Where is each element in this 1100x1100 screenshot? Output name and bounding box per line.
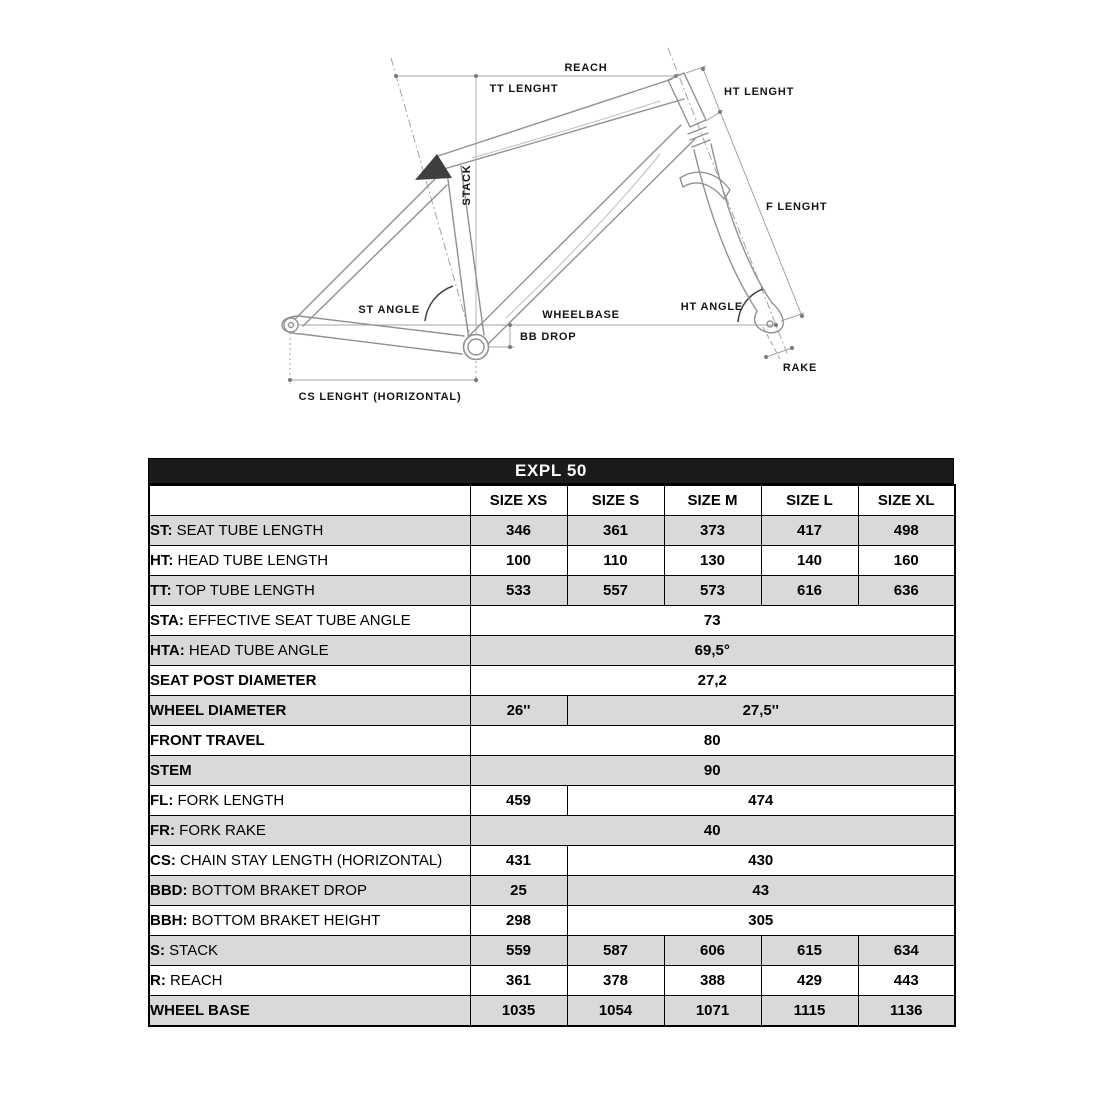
table-row-chain-stay-length	[149, 846, 955, 876]
value-cell: 298	[470, 906, 567, 936]
row-label: WHEEL DIAMETER	[149, 696, 470, 726]
col-header-size-xl: SIZE XL	[858, 485, 955, 516]
value-cell: 1071	[664, 996, 761, 1027]
col-header-size-l: SIZE L	[761, 485, 858, 516]
row-label: FL: FORK LENGTH	[149, 786, 470, 816]
size-header-row	[149, 485, 955, 516]
table-row-seat-tube-length	[149, 516, 955, 546]
value-cell: 606	[664, 936, 761, 966]
value-cell: 160	[858, 546, 955, 576]
value-cell: 533	[470, 576, 567, 606]
label-tt-length: TT LENGHT	[489, 83, 559, 95]
geometry-table	[148, 484, 956, 1027]
value-cell: 305	[567, 906, 955, 936]
table-title-bar	[148, 458, 954, 484]
value-cell: 636	[858, 576, 955, 606]
value-cell: 27,5''	[567, 696, 955, 726]
value-cell: 100	[470, 546, 567, 576]
value-cell: 573	[664, 576, 761, 606]
table-row-wheel-base	[149, 996, 955, 1027]
value-cell: 80	[470, 726, 955, 756]
label-reach: REACH	[564, 62, 608, 74]
value-cell: 1054	[567, 996, 664, 1027]
value-cell: 43	[567, 876, 955, 906]
value-cell: 130	[664, 546, 761, 576]
col-header-size-s: SIZE S	[567, 485, 664, 516]
table-row-effective-seat-tube-angle	[149, 606, 955, 636]
row-label: BBH: BOTTOM BRAKET HEIGHT	[149, 906, 470, 936]
value-cell: 443	[858, 966, 955, 996]
value-cell: 69,5°	[470, 636, 955, 666]
table-row-reach	[149, 966, 955, 996]
seat-cluster-wedge	[415, 154, 452, 180]
geometry-spec-table	[148, 458, 954, 1027]
bike-geometry-diagram	[0, 0, 1100, 450]
table-title: EXPL 50	[515, 461, 587, 480]
value-cell: 110	[567, 546, 664, 576]
value-cell: 40	[470, 816, 955, 846]
row-label: STA: EFFECTIVE SEAT TUBE ANGLE	[149, 606, 470, 636]
value-cell: 429	[761, 966, 858, 996]
row-label: S: STACK	[149, 936, 470, 966]
row-label: R: REACH	[149, 966, 470, 996]
value-cell: 361	[470, 966, 567, 996]
table-row-stack	[149, 936, 955, 966]
label-cs-length: CS LENGHT (HORIZONTAL)	[298, 391, 462, 403]
label-st-angle: ST ANGLE	[358, 304, 420, 316]
value-cell: 73	[470, 606, 955, 636]
row-label: WHEEL BASE	[149, 996, 470, 1027]
value-cell: 90	[470, 756, 955, 786]
table-row-bottom-bracket-drop	[149, 876, 955, 906]
corner-cell	[149, 485, 470, 516]
frame-outline	[282, 73, 710, 354]
table-row-top-tube-length	[149, 576, 955, 606]
label-ht-length: HT LENGHT	[724, 86, 795, 98]
value-cell: 417	[761, 516, 858, 546]
row-label: STEM	[149, 756, 470, 786]
value-cell: 587	[567, 936, 664, 966]
table-row-front-travel	[149, 726, 955, 756]
value-cell: 474	[567, 786, 955, 816]
table-row-bottom-bracket-height	[149, 906, 955, 936]
row-label: HTA: HEAD TUBE ANGLE	[149, 636, 470, 666]
col-header-size-xs: SIZE XS	[470, 485, 567, 516]
value-cell: 26''	[470, 696, 567, 726]
row-label: FR: FORK RAKE	[149, 816, 470, 846]
row-label: HT: HEAD TUBE LENGTH	[149, 546, 470, 576]
value-cell: 498	[858, 516, 955, 546]
label-ht-angle: HT ANGLE	[680, 301, 743, 313]
row-label: TT: TOP TUBE LENGTH	[149, 576, 470, 606]
value-cell: 1136	[858, 996, 955, 1027]
value-cell: 559	[470, 936, 567, 966]
table-row-fork-rake	[149, 816, 955, 846]
value-cell: 615	[761, 936, 858, 966]
table-row-head-tube-angle	[149, 636, 955, 666]
value-cell: 616	[761, 576, 858, 606]
value-cell: 378	[567, 966, 664, 996]
value-cell: 140	[761, 546, 858, 576]
label-f-length: F LENGHT	[766, 201, 828, 213]
value-cell: 25	[470, 876, 567, 906]
table-row-stem	[149, 756, 955, 786]
value-cell: 430	[567, 846, 955, 876]
value-cell: 557	[567, 576, 664, 606]
label-bb-drop: BB DROP	[520, 331, 577, 343]
table-row-wheel-diameter	[149, 696, 955, 726]
row-label: CS: CHAIN STAY LENGTH (HORIZONTAL)	[149, 846, 470, 876]
table-row-seat-post-diameter	[149, 666, 955, 696]
value-cell: 373	[664, 516, 761, 546]
row-label: FRONT TRAVEL	[149, 726, 470, 756]
value-cell: 459	[470, 786, 567, 816]
row-label: BBD: BOTTOM BRAKET DROP	[149, 876, 470, 906]
label-stack: STACK	[461, 164, 473, 206]
value-cell: 431	[470, 846, 567, 876]
value-cell: 27,2	[470, 666, 955, 696]
value-cell: 1035	[470, 996, 567, 1027]
table-row-fork-length	[149, 786, 955, 816]
value-cell: 634	[858, 936, 955, 966]
value-cell: 361	[567, 516, 664, 546]
value-cell: 1115	[761, 996, 858, 1027]
label-rake: RAKE	[782, 362, 818, 374]
value-cell: 346	[470, 516, 567, 546]
table-row-head-tube-length	[149, 546, 955, 576]
row-label: ST: SEAT TUBE LENGTH	[149, 516, 470, 546]
value-cell: 388	[664, 966, 761, 996]
row-label: SEAT POST DIAMETER	[149, 666, 470, 696]
label-wheelbase: WHEELBASE	[542, 309, 620, 321]
col-header-size-m: SIZE M	[664, 485, 761, 516]
